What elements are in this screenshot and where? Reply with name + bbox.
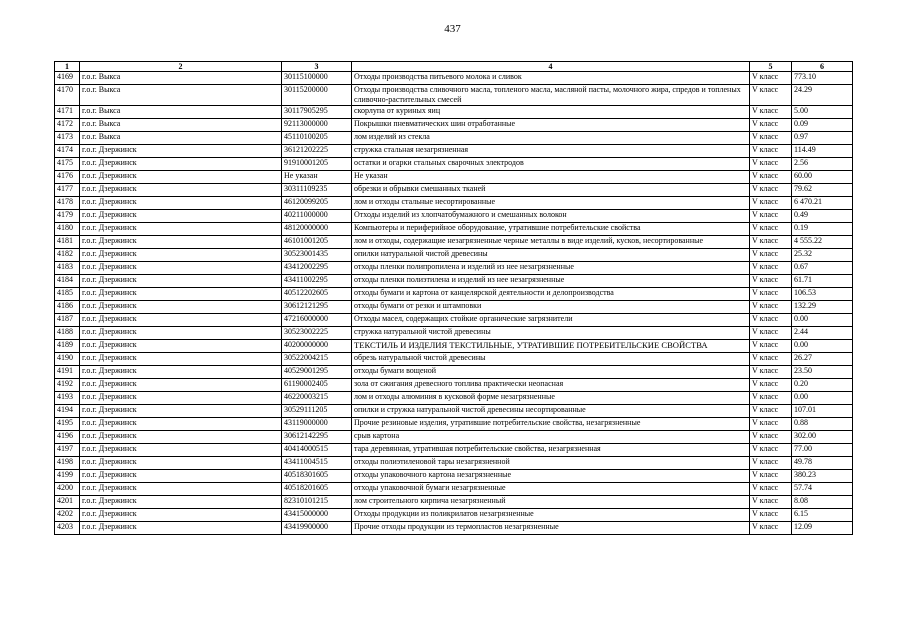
- row-number: 4179: [55, 210, 80, 223]
- header-col-5: 5: [750, 62, 792, 72]
- row-hazard-class: V класс: [750, 132, 792, 145]
- row-municipality: г.о.г. Дзержинск: [80, 457, 282, 470]
- row-hazard-class: V класс: [750, 85, 792, 106]
- row-fkko-code: 46220003215: [282, 392, 352, 405]
- row-fkko-code: 46101001205: [282, 236, 352, 249]
- row-waste-name: лом строительного кирпича незагрязненный: [352, 496, 750, 509]
- row-amount: 2.56: [792, 158, 853, 171]
- row-amount: 0.49: [792, 210, 853, 223]
- table-row: [55, 379, 853, 392]
- row-number: 4202: [55, 509, 80, 522]
- row-fkko-code: 91910001205: [282, 158, 352, 171]
- row-amount: 2.44: [792, 327, 853, 340]
- row-municipality: г.о.г. Дзержинск: [80, 210, 282, 223]
- row-amount: 0.00: [792, 314, 853, 327]
- row-fkko-code: 43411002295: [282, 275, 352, 288]
- row-number: 4184: [55, 275, 80, 288]
- row-municipality: г.о.г. Дзержинск: [80, 249, 282, 262]
- row-amount: 49.78: [792, 457, 853, 470]
- row-fkko-code: 30115100000: [282, 72, 352, 85]
- table-row: [55, 72, 853, 85]
- row-fkko-code: 30612121295: [282, 301, 352, 314]
- row-municipality: г.о.г. Дзержинск: [80, 353, 282, 366]
- row-hazard-class: V класс: [750, 496, 792, 509]
- row-waste-name: опилки и стружка натуральной чистой древесины несортированные: [352, 405, 750, 418]
- row-number: 4196: [55, 431, 80, 444]
- row-amount: 8.08: [792, 496, 853, 509]
- row-fkko-code: 92113000000: [282, 119, 352, 132]
- row-number: 4171: [55, 106, 80, 119]
- row-municipality: г.о.г. Дзержинск: [80, 431, 282, 444]
- row-municipality: г.о.г. Дзержинск: [80, 327, 282, 340]
- row-number: 4169: [55, 72, 80, 85]
- row-number: 4182: [55, 249, 80, 262]
- row-hazard-class: V класс: [750, 431, 792, 444]
- row-amount: 60.00: [792, 171, 853, 184]
- row-amount: 0.00: [792, 392, 853, 405]
- table-row: [55, 418, 853, 431]
- row-number: 4192: [55, 379, 80, 392]
- row-municipality: г.о.г. Дзержинск: [80, 171, 282, 184]
- row-hazard-class: V класс: [750, 210, 792, 223]
- row-amount: 0.88: [792, 418, 853, 431]
- table-row: [55, 145, 853, 158]
- row-fkko-code: 47216000000: [282, 314, 352, 327]
- row-number: 4187: [55, 314, 80, 327]
- row-municipality: г.о.г. Дзержинск: [80, 158, 282, 171]
- row-waste-name: стружка стальная незагрязненная: [352, 145, 750, 158]
- table-row: [55, 405, 853, 418]
- row-amount: 302.00: [792, 431, 853, 444]
- table-row: [55, 158, 853, 171]
- row-hazard-class: V класс: [750, 340, 792, 353]
- table-row: [55, 249, 853, 262]
- row-hazard-class: V класс: [750, 405, 792, 418]
- row-waste-name: Покрышки пневматических шин отработанные: [352, 119, 750, 132]
- row-hazard-class: V класс: [750, 184, 792, 197]
- row-amount: 132.29: [792, 301, 853, 314]
- row-fkko-code: 30117905295: [282, 106, 352, 119]
- row-fkko-code: 43419900000: [282, 522, 352, 535]
- row-fkko-code: 43119000000: [282, 418, 352, 431]
- row-municipality: г.о.г. Дзержинск: [80, 405, 282, 418]
- row-waste-name: обрезки и обрывки смешанных тканей: [352, 184, 750, 197]
- row-municipality: г.о.г. Дзержинск: [80, 379, 282, 392]
- table-row: [55, 340, 853, 353]
- row-municipality: г.о.г. Выкса: [80, 106, 282, 119]
- table-row: [55, 85, 853, 106]
- row-hazard-class: V класс: [750, 236, 792, 249]
- row-number: 4186: [55, 301, 80, 314]
- table-row: [55, 223, 853, 236]
- row-amount: 25.32: [792, 249, 853, 262]
- row-amount: 6.15: [792, 509, 853, 522]
- row-fkko-code: 40414000515: [282, 444, 352, 457]
- header-col-6: 6: [792, 62, 853, 72]
- table-row: [55, 522, 853, 535]
- row-waste-name: зола от сжигания древесного топлива практически неопасная: [352, 379, 750, 392]
- row-hazard-class: V класс: [750, 457, 792, 470]
- table-body: [55, 72, 853, 535]
- row-municipality: г.о.г. Дзержинск: [80, 301, 282, 314]
- header-col-3: 3: [282, 62, 352, 72]
- row-waste-name: остатки и огарки стальных сварочных электродов: [352, 158, 750, 171]
- row-hazard-class: V класс: [750, 145, 792, 158]
- row-amount: 77.00: [792, 444, 853, 457]
- row-number: 4175: [55, 158, 80, 171]
- row-waste-name: обрезь натуральной чистой древесины: [352, 353, 750, 366]
- row-municipality: г.о.г. Дзержинск: [80, 483, 282, 496]
- row-municipality: г.о.г. Дзержинск: [80, 223, 282, 236]
- row-number: 4180: [55, 223, 80, 236]
- row-waste-name: отходы упаковочного картона незагрязненные: [352, 470, 750, 483]
- table-row: [55, 366, 853, 379]
- row-amount: 107.01: [792, 405, 853, 418]
- row-fkko-code: 43411004515: [282, 457, 352, 470]
- waste-register-table: [54, 61, 853, 535]
- row-number: 4191: [55, 366, 80, 379]
- row-number: 4190: [55, 353, 80, 366]
- table-row: [55, 171, 853, 184]
- row-waste-name: отходы пленки полиэтилена и изделий из нее незагрязненные: [352, 275, 750, 288]
- row-amount: 773.10: [792, 72, 853, 85]
- row-waste-name: стружка натуральной чистой древесины: [352, 327, 750, 340]
- table-row: [55, 496, 853, 509]
- row-municipality: г.о.г. Дзержинск: [80, 145, 282, 158]
- row-municipality: г.о.г. Дзержинск: [80, 418, 282, 431]
- row-number: 4201: [55, 496, 80, 509]
- row-waste-name: Отходы производства сливочного масла, топленого масла, масляной пасты, молочного жира, спредов и топленых сливочно-растительных смесей: [352, 85, 750, 106]
- row-hazard-class: V класс: [750, 379, 792, 392]
- table-header-row: [55, 62, 853, 72]
- row-waste-name: Прочие отходы продукции из термопластов незагрязненные: [352, 522, 750, 535]
- table-row: [55, 483, 853, 496]
- row-fkko-code: 30115200000: [282, 85, 352, 106]
- table-row: [55, 431, 853, 444]
- row-number: 4185: [55, 288, 80, 301]
- row-fkko-code: 40200000000: [282, 340, 352, 353]
- table-row: [55, 314, 853, 327]
- row-amount: 57.74: [792, 483, 853, 496]
- row-waste-name: отходы бумаги и картона от канцелярской деятельности и делопроизводства: [352, 288, 750, 301]
- row-number: 4195: [55, 418, 80, 431]
- row-waste-name: лом и отходы стальные несортированные: [352, 197, 750, 210]
- row-fkko-code: 30522004215: [282, 353, 352, 366]
- row-amount: 0.19: [792, 223, 853, 236]
- row-number: 4198: [55, 457, 80, 470]
- table-row: [55, 470, 853, 483]
- row-amount: 380.23: [792, 470, 853, 483]
- row-number: 4189: [55, 340, 80, 353]
- page-number: 437: [444, 23, 461, 35]
- row-hazard-class: V класс: [750, 119, 792, 132]
- row-hazard-class: V класс: [750, 249, 792, 262]
- row-amount: 0.67: [792, 262, 853, 275]
- row-waste-name: скорлупа от куриных яиц: [352, 106, 750, 119]
- row-hazard-class: V класс: [750, 275, 792, 288]
- row-municipality: г.о.г. Дзержинск: [80, 392, 282, 405]
- row-number: 4177: [55, 184, 80, 197]
- row-number: 4188: [55, 327, 80, 340]
- row-fkko-code: 46120099205: [282, 197, 352, 210]
- row-fkko-code: 30523001435: [282, 249, 352, 262]
- row-waste-name: ТЕКСТИЛЬ И ИЗДЕЛИЯ ТЕКСТИЛЬНЫЕ, УТРАТИВШИЕ ПОТРЕБИТЕЛЬСКИЕ СВОЙСТВА: [352, 340, 750, 353]
- row-number: 4203: [55, 522, 80, 535]
- row-hazard-class: V класс: [750, 353, 792, 366]
- row-municipality: г.о.г. Дзержинск: [80, 275, 282, 288]
- row-municipality: г.о.г. Выкса: [80, 132, 282, 145]
- row-amount: 0.00: [792, 340, 853, 353]
- row-fkko-code: 30311109235: [282, 184, 352, 197]
- row-number: 4197: [55, 444, 80, 457]
- row-waste-name: отходы бумаги от резки и штамповки: [352, 301, 750, 314]
- row-fkko-code: 43415000000: [282, 509, 352, 522]
- table-row: [55, 236, 853, 249]
- table-row: [55, 132, 853, 145]
- row-municipality: г.о.г. Дзержинск: [80, 496, 282, 509]
- row-amount: 0.20: [792, 379, 853, 392]
- row-fkko-code: 45110100205: [282, 132, 352, 145]
- row-waste-name: отходы бумаги вощеной: [352, 366, 750, 379]
- row-amount: 5.00: [792, 106, 853, 119]
- row-waste-name: Отходы продукции из поликрилатов незагрязненные: [352, 509, 750, 522]
- row-municipality: г.о.г. Дзержинск: [80, 236, 282, 249]
- header-col-1: 1: [55, 62, 80, 72]
- row-hazard-class: V класс: [750, 483, 792, 496]
- row-fkko-code: 40512202605: [282, 288, 352, 301]
- row-amount: 6 470.21: [792, 197, 853, 210]
- header-col-2: 2: [80, 62, 282, 72]
- row-hazard-class: V класс: [750, 314, 792, 327]
- row-number: 4172: [55, 119, 80, 132]
- row-municipality: г.о.г. Дзержинск: [80, 522, 282, 535]
- row-fkko-code: 43412002295: [282, 262, 352, 275]
- table-row: [55, 353, 853, 366]
- row-number: 4200: [55, 483, 80, 496]
- row-municipality: г.о.г. Дзержинск: [80, 197, 282, 210]
- table-row: [55, 392, 853, 405]
- row-waste-name: Не указан: [352, 171, 750, 184]
- row-hazard-class: V класс: [750, 444, 792, 457]
- row-fkko-code: 61190002405: [282, 379, 352, 392]
- row-hazard-class: V класс: [750, 72, 792, 85]
- row-number: 4174: [55, 145, 80, 158]
- row-amount: 106.53: [792, 288, 853, 301]
- table-row: [55, 106, 853, 119]
- row-hazard-class: V класс: [750, 262, 792, 275]
- row-number: 4199: [55, 470, 80, 483]
- row-amount: 12.09: [792, 522, 853, 535]
- row-number: 4170: [55, 85, 80, 106]
- table-row: [55, 509, 853, 522]
- row-hazard-class: V класс: [750, 288, 792, 301]
- row-municipality: г.о.г. Дзержинск: [80, 288, 282, 301]
- row-waste-name: лом и отходы алюминия в кусковой форме незагрязненные: [352, 392, 750, 405]
- row-municipality: г.о.г. Выкса: [80, 85, 282, 106]
- row-municipality: г.о.г. Дзержинск: [80, 366, 282, 379]
- row-waste-name: Компьютеры и периферийное оборудование, утратившие потребительские свойства: [352, 223, 750, 236]
- row-number: 4194: [55, 405, 80, 418]
- row-amount: 26.27: [792, 353, 853, 366]
- table-row: [55, 288, 853, 301]
- row-municipality: г.о.г. Дзержинск: [80, 509, 282, 522]
- row-waste-name: срыв картона: [352, 431, 750, 444]
- row-municipality: г.о.г. Дзержинск: [80, 340, 282, 353]
- row-fkko-code: 30523002225: [282, 327, 352, 340]
- row-fkko-code: 48120000000: [282, 223, 352, 236]
- row-waste-name: Прочие резиновые изделия, утратившие потребительские свойства, незагрязненные: [352, 418, 750, 431]
- row-waste-name: Отходы изделий из хлопчатобумажного и смешанных волокон: [352, 210, 750, 223]
- row-amount: 79.62: [792, 184, 853, 197]
- table-row: [55, 457, 853, 470]
- table-row: [55, 262, 853, 275]
- row-number: 4193: [55, 392, 80, 405]
- row-fkko-code: 30612142295: [282, 431, 352, 444]
- row-hazard-class: V класс: [750, 470, 792, 483]
- header-col-4: 4: [352, 62, 750, 72]
- row-municipality: г.о.г. Выкса: [80, 119, 282, 132]
- row-amount: 4 555.22: [792, 236, 853, 249]
- row-fkko-code: 40529001295: [282, 366, 352, 379]
- row-amount: 23.50: [792, 366, 853, 379]
- row-hazard-class: V класс: [750, 171, 792, 184]
- row-fkko-code: 30529111205: [282, 405, 352, 418]
- row-number: 4173: [55, 132, 80, 145]
- table-row: [55, 197, 853, 210]
- row-waste-name: лом и отходы, содержащие незагрязненные черные металлы в виде изделий, кусков, несортированные: [352, 236, 750, 249]
- row-hazard-class: V класс: [750, 327, 792, 340]
- row-waste-name: Отходы производства питьевого молока и сливок: [352, 72, 750, 85]
- row-fkko-code: 40518201605: [282, 483, 352, 496]
- row-municipality: г.о.г. Дзержинск: [80, 314, 282, 327]
- row-amount: 0.97: [792, 132, 853, 145]
- row-hazard-class: V класс: [750, 223, 792, 236]
- table-row: [55, 184, 853, 197]
- row-hazard-class: V класс: [750, 522, 792, 535]
- row-fkko-code: 36121202225: [282, 145, 352, 158]
- row-waste-name: лом изделий из стекла: [352, 132, 750, 145]
- row-municipality: г.о.г. Дзержинск: [80, 184, 282, 197]
- row-municipality: г.о.г. Дзержинск: [80, 470, 282, 483]
- row-fkko-code: 82310101215: [282, 496, 352, 509]
- row-hazard-class: V класс: [750, 418, 792, 431]
- row-fkko-code: 40518301605: [282, 470, 352, 483]
- row-waste-name: Отходы масел, содержащих стойкие органические загрязнители: [352, 314, 750, 327]
- row-number: 4176: [55, 171, 80, 184]
- row-number: 4178: [55, 197, 80, 210]
- row-hazard-class: V класс: [750, 509, 792, 522]
- table-row: [55, 210, 853, 223]
- row-municipality: г.о.г. Дзержинск: [80, 444, 282, 457]
- row-waste-name: опилки натуральной чистой древесины: [352, 249, 750, 262]
- row-amount: 24.29: [792, 85, 853, 106]
- table-row: [55, 119, 853, 132]
- row-waste-name: отходы полиэтиленовой тары незагрязненной: [352, 457, 750, 470]
- row-municipality: г.о.г. Дзержинск: [80, 262, 282, 275]
- row-number: 4183: [55, 262, 80, 275]
- row-waste-name: отходы упаковочной бумаги незагрязненные: [352, 483, 750, 496]
- row-amount: 61.71: [792, 275, 853, 288]
- row-fkko-code: Не указан: [282, 171, 352, 184]
- row-hazard-class: V класс: [750, 197, 792, 210]
- table-row: [55, 327, 853, 340]
- table-row: [55, 275, 853, 288]
- row-hazard-class: V класс: [750, 158, 792, 171]
- row-municipality: г.о.г. Выкса: [80, 72, 282, 85]
- row-waste-name: тара деревянная, утратившая потребительские свойства, незагрязненная: [352, 444, 750, 457]
- table-row: [55, 301, 853, 314]
- row-waste-name: отходы пленки полипропилена и изделий из нее незагрязненные: [352, 262, 750, 275]
- row-amount: 114.49: [792, 145, 853, 158]
- row-hazard-class: V класс: [750, 392, 792, 405]
- row-amount: 0.09: [792, 119, 853, 132]
- row-hazard-class: V класс: [750, 301, 792, 314]
- row-number: 4181: [55, 236, 80, 249]
- row-hazard-class: V класс: [750, 106, 792, 119]
- table-row: [55, 444, 853, 457]
- row-hazard-class: V класс: [750, 366, 792, 379]
- row-fkko-code: 40211000000: [282, 210, 352, 223]
